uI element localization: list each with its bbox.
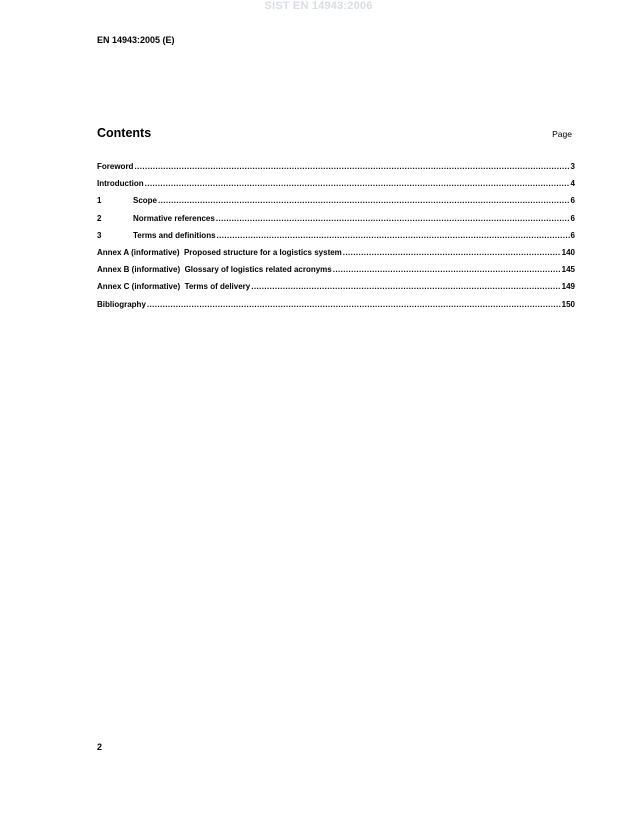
toc-entry-page: 140 — [561, 247, 575, 257]
contents-heading: Contents — [97, 126, 152, 140]
toc-entry-page: 6 — [570, 213, 575, 223]
toc-entry-title: Annex A (informative) Proposed structure for a logistics system — [97, 247, 342, 257]
toc-dot-leader — [343, 248, 561, 258]
toc-entry-foreword[interactable] — [97, 162, 575, 179]
toc-entry-terms-and-definitions[interactable] — [97, 231, 575, 248]
toc-dot-leader — [145, 179, 570, 189]
toc-entry-title: Normative references — [133, 213, 215, 223]
toc-entry-page: 150 — [561, 299, 575, 309]
toc-dot-leader — [216, 214, 570, 224]
toc-entry-number: 1 — [97, 196, 102, 206]
toc-entry-title: Annex C (informative) Terms of delivery — [97, 282, 251, 292]
toc-dot-leader — [134, 162, 569, 172]
toc-entry-title: Introduction — [97, 179, 144, 189]
table-of-contents — [97, 162, 575, 317]
toc-entry-title: Annex B (informative) Glossary of logistics related acronyms — [97, 265, 332, 275]
toc-entry-title: Terms and definitions — [133, 230, 216, 240]
toc-entry-page: 3 — [570, 162, 575, 171]
toc-entry-page: 145 — [561, 265, 575, 275]
toc-entry-bibliography[interactable] — [97, 300, 575, 317]
watermark: SIST EN 14943:2006 — [264, 0, 373, 12]
page-column-label: Page — [552, 129, 572, 139]
toc-entry-annex-a[interactable] — [97, 248, 575, 265]
toc-dot-leader — [251, 282, 560, 292]
document-header: EN 14943:2005 (E) — [97, 35, 175, 45]
toc-entry-normative-references[interactable] — [97, 214, 575, 231]
toc-entry-title: Scope — [133, 196, 158, 206]
toc-entry-introduction[interactable] — [97, 179, 575, 196]
toc-dot-leader — [217, 231, 570, 241]
toc-entry-page: 149 — [561, 282, 575, 292]
toc-entry-page: 4 — [570, 179, 575, 189]
toc-entry-page: 6 — [570, 230, 575, 240]
toc-entry-annex-c[interactable] — [97, 282, 575, 299]
toc-entry-page: 6 — [570, 196, 575, 206]
toc-entry-title: Bibliography — [97, 299, 146, 309]
toc-entry-annex-b[interactable] — [97, 265, 575, 282]
page-number: 2 — [97, 742, 103, 752]
toc-entry-title: Foreword — [97, 162, 134, 171]
toc-entry-scope[interactable] — [97, 196, 575, 213]
toc-entry-number: 2 — [97, 213, 102, 223]
toc-dot-leader — [147, 300, 561, 310]
toc-dot-leader — [158, 196, 570, 206]
toc-entry-number: 3 — [97, 230, 102, 240]
toc-dot-leader — [333, 265, 561, 275]
